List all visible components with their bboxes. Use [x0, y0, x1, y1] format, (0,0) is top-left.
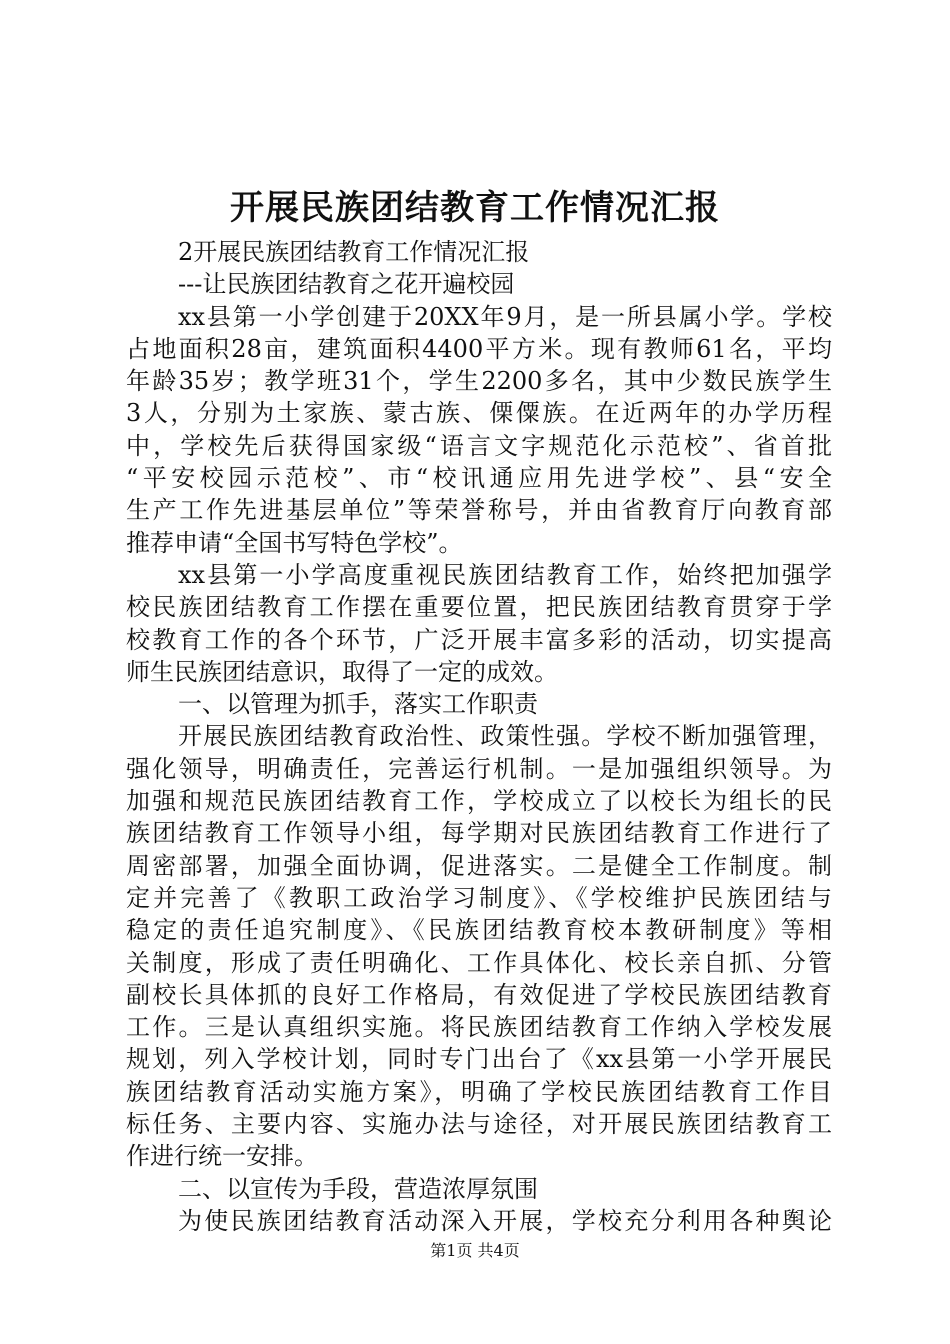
- text-line: 师生民族团结意识，取得了一定的成效。: [126, 657, 558, 686]
- text-line: 占地面积28亩，建筑面积4400平方米。现有教师61名，平均: [126, 334, 832, 363]
- document-body: [126, 236, 832, 1237]
- text-line: 一、以管理为抓手，落实工作职责: [178, 690, 538, 719]
- text-line: 校教育工作的各个环节，广泛开展丰富多彩的活动，切实提高: [126, 625, 832, 654]
- document-title: 开展民族团结教育工作情况汇报: [230, 188, 720, 228]
- text-line: 二、以宣传为手段，营造浓厚氛围: [178, 1174, 538, 1203]
- text-line: 作进行统一安排。: [126, 1142, 318, 1171]
- text-line: 规划，列入学校计划，同时专门出台了《xx县第一小学开展民: [126, 1045, 832, 1074]
- text-line: xx县第一小学创建于20XX年9月，是一所县属小学。学校: [178, 302, 832, 331]
- text-line: 族团结教育工作领导小组，每学期对民族团结教育工作进行了: [126, 819, 832, 848]
- text-line: 2开展民族团结教育工作情况汇报: [178, 238, 530, 266]
- text-line: 3人，分别为土家族、蒙古族、傈僳族。在近两年的办学历程: [126, 399, 832, 428]
- text-line: 开展民族团结教育政治性、政策性强。学校不断加强管理，: [178, 722, 832, 751]
- page-footer: 第1页 共4页: [430, 1241, 520, 1260]
- text-line: 族团结教育活动实施方案》，明确了学校民族团结教育工作目: [126, 1077, 832, 1106]
- text-line: 周密部署，加强全面协调，促进落实。二是健全工作制度。制: [126, 851, 832, 880]
- text-line: ---让民族团结教育之花开遍校园: [178, 270, 515, 299]
- text-line: 中，学校先后获得国家级“语言文字规范化示范校”、省首批: [126, 431, 832, 460]
- text-line: xx县第一小学高度重视民族团结教育工作，始终把加强学: [178, 560, 832, 589]
- text-line: 推荐申请“全国书写特色学校”。: [126, 528, 463, 557]
- text-line: 标任务、主要内容、实施办法与途径，对开展民族团结教育工: [126, 1110, 832, 1139]
- text-line: 为使民族团结教育活动深入开展，学校充分利用各种舆论: [178, 1206, 832, 1235]
- text-line: 年龄35岁；教学班31个，学生2200多名，其中少数民族学生: [126, 367, 832, 396]
- text-line: 关制度，形成了责任明确化、工作具体化、校长亲自抓、分管: [126, 948, 832, 977]
- text-line: “平安校园示范校”、市“校讯通应用先进学校”、县“安全: [126, 464, 832, 493]
- text-line: 加强和规范民族团结教育工作，学校成立了以校长为组长的民: [126, 787, 832, 816]
- text-line: 工作。三是认真组织实施。将民族团结教育工作纳入学校发展: [126, 1013, 832, 1042]
- text-line: 生产工作先进基层单位”等荣誉称号，并由省教育厅向教育部: [126, 496, 832, 525]
- text-line: 强化领导，明确责任，完善运行机制。一是加强组织领导。为: [126, 754, 832, 783]
- text-line: 校民族团结教育工作摆在重要位置，把民族团结教育贯穿于学: [126, 593, 832, 622]
- text-line: 定并完善了《教职工政治学习制度》、《学校维护民族团结与: [126, 883, 832, 912]
- text-line: 副校长具体抓的良好工作格局，有效促进了学校民族团结教育: [126, 980, 832, 1009]
- text-line: 稳定的责任追究制度》、《民族团结教育校本教研制度》等相: [126, 916, 832, 945]
